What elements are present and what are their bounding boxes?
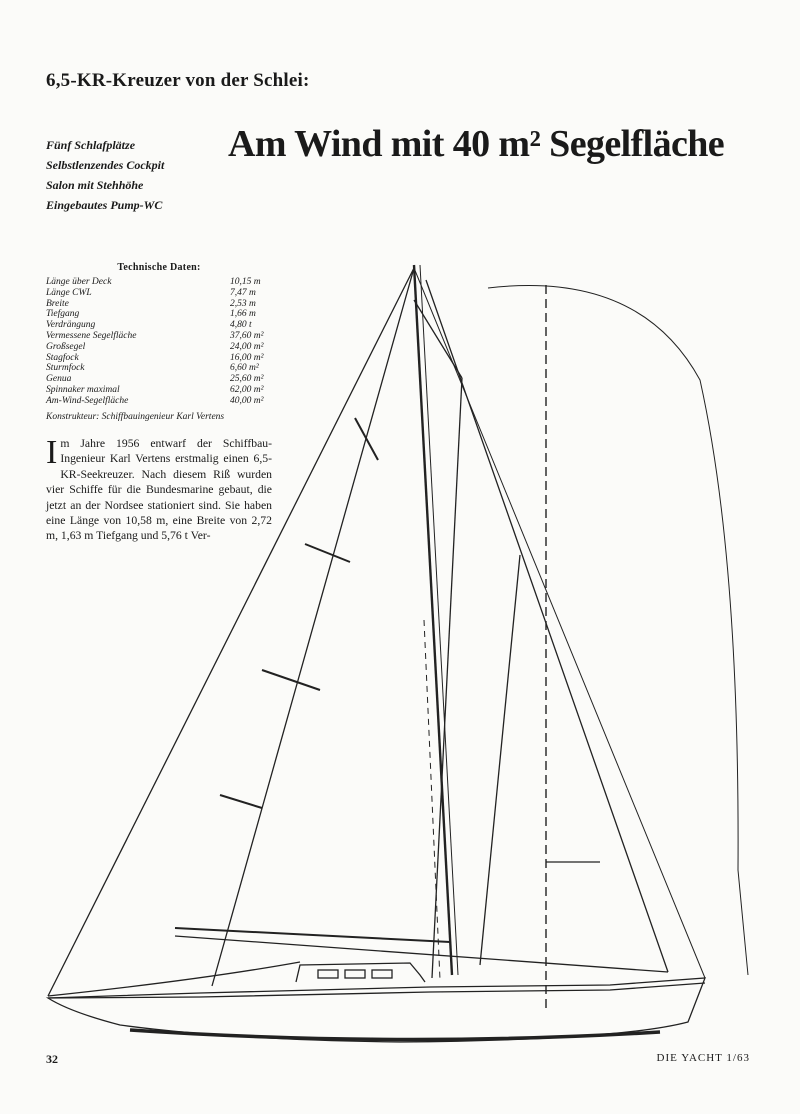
mainsail-leech (426, 280, 668, 972)
feature-item: Fünf Schlafplätze (46, 138, 136, 152)
feature-item: Selbstlenzendes Cockpit (46, 158, 165, 172)
spec-value: 4,80 t (230, 320, 252, 331)
mast-inner (420, 265, 458, 975)
page-number: 32 (46, 1052, 58, 1066)
designer-credit: Konstrukteur: Schiffbauingenieur Karl Vertens (46, 411, 225, 422)
mast (414, 265, 452, 975)
spec-label: Genua (46, 374, 72, 385)
spec-label: Sturmfock (46, 363, 85, 374)
spec-label: Stagfock (46, 352, 79, 363)
cabin-window (318, 970, 338, 978)
drop-cap: I (46, 434, 58, 471)
spec-value: 10,15 m (230, 277, 261, 287)
centerline-dashed (424, 620, 440, 980)
spec-value: 37,60 m² (230, 330, 264, 341)
magazine-footer: DIE YACHT 1/63 (656, 1052, 750, 1064)
spec-label: Verdrängung (46, 320, 96, 331)
spec-value: 40,00 m² (230, 395, 264, 406)
spec-value: 25,60 m² (230, 374, 264, 385)
spec-label: Breite (46, 298, 69, 309)
cabin-window (372, 970, 392, 978)
kicker-headline: 6,5-KR-Kreuzer von der Schlei: (46, 70, 310, 91)
spec-value: 2,53 m (230, 298, 256, 309)
article-text: m Jahre 1956 entwarf der Schiffbau-Ingenieur Karl Vertens erstmalig einen 6,5-KR-Seekreuzer. Nach diesem Riß wurden vier Schiffe für die Bundesmarine gebaut, die jetzt an der Nordsee stationiert sind. Sie haben eine Länge von 10,58 m, eine Breite von 2,72 m, 1,63 m Tiefgang und 5,76 t Ver- (46, 437, 272, 543)
forestay (48, 268, 414, 996)
batten (262, 670, 320, 690)
genoa-leech (212, 268, 414, 986)
spec-value: 6,60 m² (230, 363, 259, 374)
spec-label: Spinnaker maximal (46, 384, 120, 395)
feature-item: Salon mit Stehhöhe (46, 178, 144, 192)
cabin-outline (296, 963, 425, 982)
batten (355, 418, 378, 460)
mainsail-luff (480, 555, 520, 965)
spec-table-title: Technische Daten: (117, 262, 201, 273)
waterline (130, 1030, 660, 1040)
spec-label: Vermessene Segelfläche (46, 330, 137, 341)
spec-value: 1,66 m (230, 309, 256, 320)
spec-label: Am-Wind-Segelfläche (46, 395, 129, 406)
spec-value: 24,00 m² (230, 341, 264, 352)
cabin-window (345, 970, 365, 978)
batten (305, 544, 350, 562)
spec-label: Länge CWL (46, 287, 92, 298)
boom (175, 928, 450, 942)
spec-label: Länge über Deck (46, 277, 112, 287)
spec-label: Tiefgang (46, 309, 80, 320)
spec-label: Großsegel (46, 341, 86, 352)
spec-value: 62,00 m² (230, 384, 264, 395)
backstay (414, 268, 705, 978)
spec-value: 16,00 m² (230, 352, 264, 363)
main-headline: Am Wind mit 40 m² Segelfläche (228, 123, 725, 165)
spinnaker-outline (488, 285, 748, 975)
batten (220, 795, 262, 808)
spec-value: 7,47 m (230, 287, 256, 298)
feature-item: Eingebautes Pump-WC (46, 198, 163, 212)
